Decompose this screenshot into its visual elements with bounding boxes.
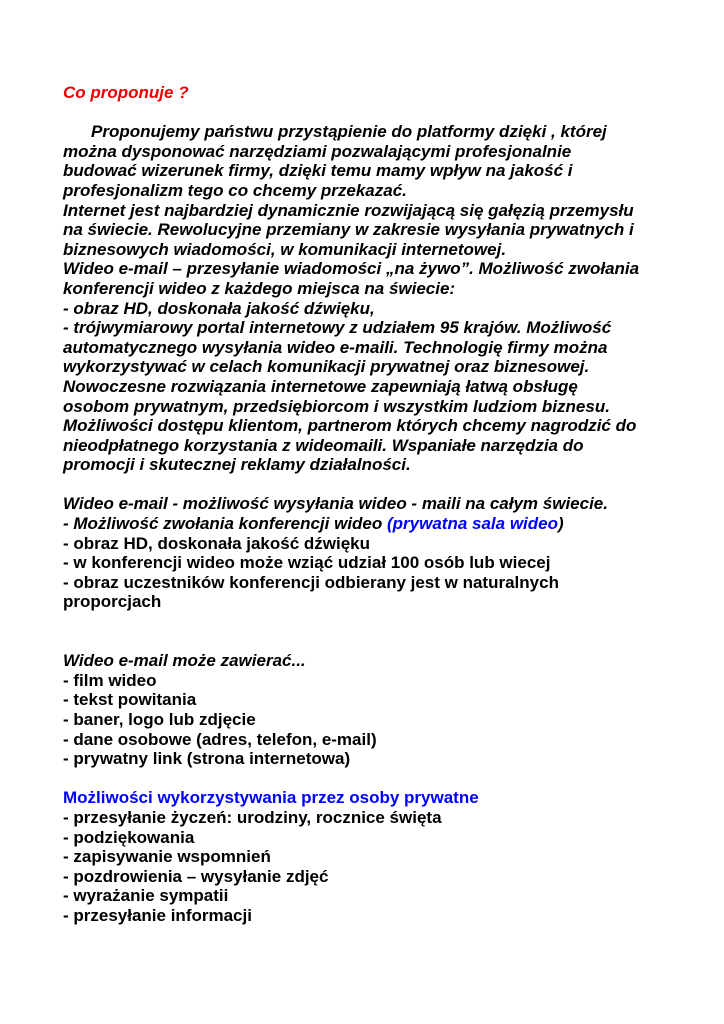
text-line	[63, 671, 686, 691]
text-segment: Nowoczesne rozwiązania internetowe zapewniają łatwą obsługę	[63, 376, 578, 396]
text-segment: Wideo e-mail może zawierać...	[63, 651, 306, 671]
text-segment: nieodpłatnego korzystania z wideomaili. Wspaniałe narzędzia do	[63, 435, 584, 455]
text-segment: osobom prywatnym, przedsiębiorcom i wszystkim ludziom biznesu.	[63, 396, 610, 416]
text-line	[63, 710, 686, 730]
text-line	[63, 161, 686, 181]
text-segment: Internet jest najbardziej dynamicznie rozwijającą się gałęzią przemysłu	[63, 200, 634, 220]
text-segment: wykorzystywać w celach komunikacji prywatnej oraz biznesowej.	[63, 357, 590, 377]
text-line	[63, 651, 686, 671]
text-segment: - trójwymiarowy portal internetowy z udziałem 95 krajów. Możliwość	[63, 318, 612, 338]
text-segment: Proponujemy państwu przystąpienie do platformy dzięki , której	[91, 122, 607, 142]
text-line	[63, 592, 686, 612]
text-line	[63, 867, 686, 887]
text-segment: biznesowych wiadomości, w komunikacji internetowej.	[63, 239, 507, 259]
text-line	[63, 808, 686, 828]
text-segment: Wideo e-mail - możliwość wysyłania wideo - maili na całym świecie.	[63, 494, 608, 514]
text-line	[63, 377, 686, 397]
text-segment: promocji i skutecznej reklamy działalności.	[63, 455, 411, 475]
text-segment: - wyrażanie sympatii	[63, 886, 229, 906]
text-line	[63, 259, 686, 279]
text-line	[63, 122, 686, 142]
text-line	[63, 181, 686, 201]
text-segment: - przesyłanie życzeń: urodziny, rocznice święta	[63, 807, 442, 827]
text-line	[63, 279, 686, 299]
text-segment: automatycznego wysyłania wideo e-maili. Technologię firmy można	[63, 337, 608, 357]
text-segment: - obraz HD, doskonała jakość dźwięku	[63, 533, 371, 553]
text-segment: konferencji wideo z każdego miejsca na świecie:	[63, 278, 456, 298]
text-line	[63, 338, 686, 358]
document-heading: Co proponuje ?	[63, 83, 189, 102]
text-segment: profesjonalizm tego co chcemy przekazać.	[63, 180, 407, 200]
text-line	[63, 730, 686, 750]
section-heading-private-use	[63, 788, 686, 808]
text-segment: - baner, logo lub zdjęcie	[63, 710, 256, 729]
text-line	[63, 240, 686, 260]
text-segment: - obraz HD, doskonała jakość dźwięku,	[63, 298, 375, 318]
text-segment: - obraz uczestników konferencji odbierany jest w naturalnych	[63, 572, 559, 592]
text-line	[63, 357, 686, 377]
feature-line-with-blue-note	[63, 514, 686, 534]
text-segment: - zapisywanie wspomnień	[63, 847, 271, 867]
text-line	[63, 201, 686, 221]
text-line	[63, 534, 686, 554]
text-line	[63, 299, 686, 319]
text-segment: Możliwości wykorzystywania przez osoby prywatne	[63, 788, 479, 808]
text-segment: - przesyłanie informacji	[63, 905, 252, 925]
document-body	[63, 122, 686, 925]
text-line	[63, 220, 686, 240]
text-segment: proporcjach	[63, 592, 162, 612]
text-line	[63, 573, 686, 593]
text-segment: )	[558, 514, 564, 534]
text-line	[63, 318, 686, 338]
text-line	[63, 690, 686, 710]
text-segment: - w konferencji wideo może wziąć udział 100 osób lub wiecej	[63, 553, 551, 573]
text-line	[63, 906, 686, 926]
text-line	[63, 397, 686, 417]
text-segment: Wideo e-mail – przesyłanie wiadomości „na żywo”. Możliwość zwołania	[63, 259, 640, 279]
text-line	[63, 142, 686, 162]
blue-inline-note: (prywatna sala wideo	[387, 514, 558, 534]
text-segment: - dane osobowe (adres, telefon, e-mail)	[63, 729, 377, 749]
text-segment: - Możliwość zwołania konferencji wideo	[63, 514, 387, 534]
text-line	[63, 749, 686, 769]
text-line	[63, 416, 686, 436]
text-line	[63, 455, 686, 475]
text-segment: na świecie. Rewolucyjne przemiany w zakresie wysyłania prywatnych i	[63, 220, 634, 240]
text-line	[63, 886, 686, 906]
text-segment: - film wideo	[63, 670, 157, 690]
text-line	[63, 828, 686, 848]
text-segment: budować wizerunek firmy, dzięki temu mamy wpływ na jakość i	[63, 161, 573, 181]
text-line	[63, 847, 686, 867]
text-segment: można dysponować narzędziami pozwalającymi profesjonalnie	[63, 141, 572, 161]
text-line	[63, 494, 686, 514]
text-segment: - prywatny link (strona internetowa)	[63, 749, 351, 769]
text-line	[63, 436, 686, 456]
text-segment: - pozdrowienia – wysyłanie zdjęć	[63, 866, 329, 886]
text-segment: Możliwości dostępu klientom, partnerom których chcemy nagrodzić do	[63, 416, 637, 436]
text-segment: - podziękowania	[63, 827, 195, 847]
text-line	[63, 553, 686, 573]
text-segment: - tekst powitania	[63, 690, 197, 710]
